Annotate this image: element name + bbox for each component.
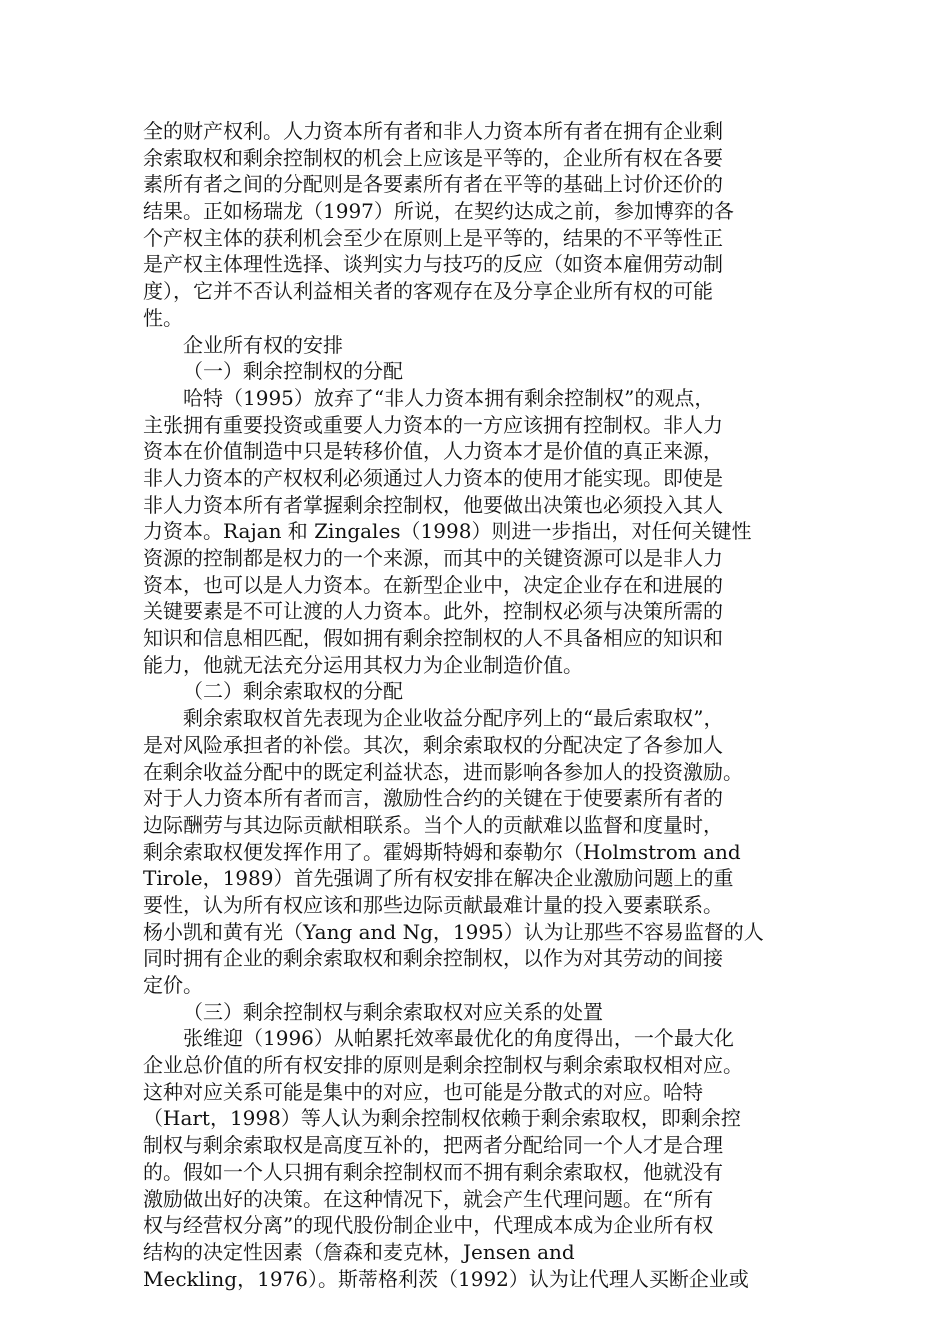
text-line: 激励做出好的决策。在这种情况下，就会产生代理问题。在“所有	[143, 1186, 714, 1211]
text-line: Meckling，1976）。斯蒂格利茨（1992）认为让代理人买断企业或	[143, 1266, 749, 1291]
text-line: 是对风险承担者的补偿。其次，剩余索取权的分配决定了各参加人	[143, 732, 723, 757]
text-line: 对于人力资本所有者而言，激励性合约的关键在于使要素所有者的	[143, 786, 723, 811]
text-line: 张维迎（1996）从帕累托效率最优化的角度得出，一个最大化	[183, 1026, 734, 1051]
text-line: 资本在价值制造中只是转移价值，人力资本才是价值的真正来源，	[143, 439, 723, 464]
text-line: 能力，他就无法充分运用其权力为企业制造价值。	[143, 652, 583, 677]
text-line: 剩余索取权便发挥作用了。霍姆斯特姆和泰勒尔（Holmstrom and	[143, 839, 741, 864]
text-line: Tirole，1989）首先强调了所有权安排在解决企业激励问题上的重	[143, 866, 734, 891]
text-line: 主张拥有重要投资或重要人力资本的一方应该拥有控制权。非人力	[143, 412, 723, 437]
text-line: 定价。	[143, 973, 203, 997]
text-line: 企业所有权的安排	[183, 332, 343, 357]
text-line: 非人力资本的产权权利必须通过人力资本的使用才能实现。即使是	[143, 465, 723, 490]
text-line: 余索取权和剩余控制权的机会上应该是平等的，企业所有权在各要	[143, 145, 723, 170]
text-line: 在剩余收益分配中的既定利益状态，进而影响各参加人的投资激励。	[143, 759, 743, 784]
text-line: 这种对应关系可能是集中的对应，也可能是分散式的对应。哈特	[143, 1079, 703, 1104]
text-line: 素所有者之间的分配则是各要素所有者在平等的基础上讨价还价的	[143, 172, 723, 197]
text-line: 剩余索取权首先表现为企业收益分配序列上的“最后索取权”，	[183, 706, 724, 731]
text-line: 权与经营权分离”的现代股份制企业中，代理成本成为企业所有权	[143, 1213, 714, 1238]
text-line: 制权与剩余索取权是高度互补的，把两者分配给同一个人才是合理	[143, 1133, 723, 1158]
text-line: 要性，认为所有权应该和那些边际贡献最难计量的投入要素联系。	[143, 892, 723, 917]
text-line: 同时拥有企业的剩余索取权和剩余控制权，以作为对其劳动的间接	[143, 946, 723, 971]
text-line: 知识和信息相匹配，假如拥有剩余控制权的人不具备相应的知识和	[143, 626, 723, 651]
text-line: 边际酬劳与其边际贡献相联系。当个人的贡献难以监督和度量时，	[143, 812, 723, 837]
text-line: （一）剩余控制权的分配	[183, 359, 403, 384]
text-line: 资源的控制都是权力的一个来源，而其中的关键资源可以是非人力	[143, 546, 723, 570]
text-line: 全的财产权利。人力资本所有者和非人力资本所有者在拥有企业剩	[143, 119, 723, 143]
text-line: 关键要素是不可让渡的人力资本。此外，控制权必须与决策所需的	[143, 599, 723, 624]
text-line: 结果。正如杨瑞龙（1997）所说，在契约达成之前，参加博弈的各	[143, 199, 734, 224]
text-line: 个产权主体的获利机会至少在原则上是平等的，结果的不平等性正	[143, 225, 723, 250]
document-body	[143, 118, 813, 1292]
text-line: 结构的决定性因素（詹森和麦克林，Jensen and	[143, 1239, 575, 1264]
text-line: 度），它并不否认利益相关者的客观存在及分享企业所有权的可能	[143, 279, 713, 304]
text-line: 资本，也可以是人力资本。在新型企业中，决定企业存在和进展的	[143, 572, 723, 597]
text-line: 力资本。Rajan 和 Zingales（1998）则进一步指出，对任何关键性	[143, 519, 752, 544]
text-line: 哈特（1995）放弃了“非人力资本拥有剩余控制权”的观点，	[183, 385, 715, 410]
text-line: 是产权主体理性选择、谈判实力与技巧的反应（如资本雇佣劳动制	[143, 252, 723, 277]
text-line: （Hart，1998）等人认为剩余控制权依赖于剩余索取权，即剩余控	[143, 1106, 741, 1131]
text-line: （二）剩余索取权的分配	[183, 679, 403, 704]
text-line: 性。	[143, 305, 183, 330]
text-line: 企业总价值的所有权安排的原则是剩余控制权与剩余索取权相对应。	[143, 1053, 743, 1078]
text-line: 的。假如一个人只拥有剩余控制权而不拥有剩余索取权，他就没有	[143, 1159, 723, 1184]
text-line: （三）剩余控制权与剩余索取权对应关系的处置	[183, 999, 603, 1024]
text-line: 杨小凯和黄有光（Yang and Ng，1995）认为让那些不容易监督的人	[143, 919, 764, 944]
text-line: 非人力资本所有者掌握剩余控制权，他要做出决策也必须投入其人	[143, 492, 723, 517]
